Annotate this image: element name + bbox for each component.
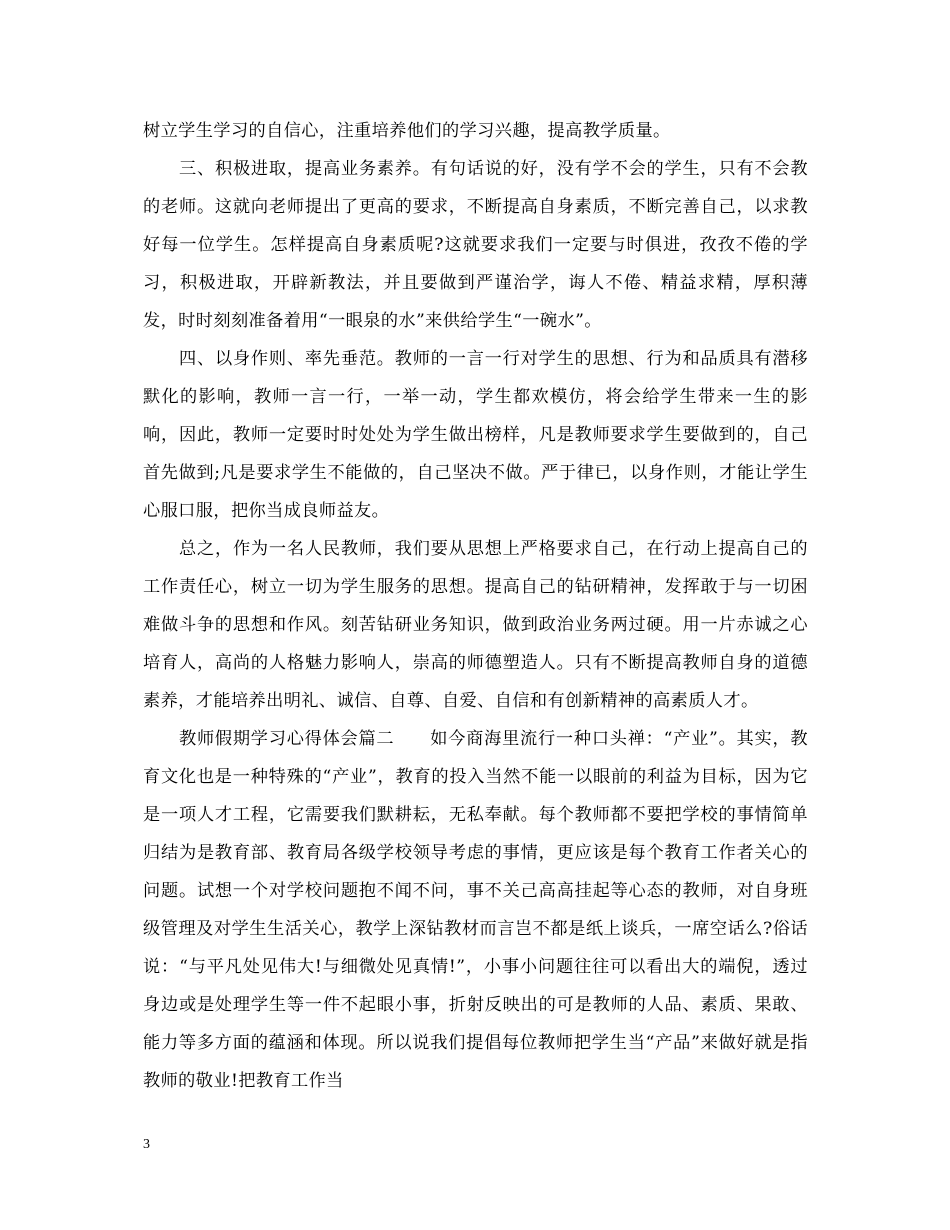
paragraph-professional-quality: 三、积极进取，提高业务素养。有句话说的好，没有学不会的学生，只有不会教的老师。这就向老师提出了更高的要求，不断提高自身素质，不断完善自己，以求教好每一位学生。怎样提高自身素质呢?这就要求我们一定要与时俱进，孜孜不倦的学习，积极进取，开辟新教法，并且要做到严谨治学，诲人不倦、精益求精，厚积薄发，时时刻刻准备着用“一眼泉的水”来供给学生“一碗水”。 bbox=[143, 159, 808, 331]
page-number: 3 bbox=[143, 1137, 150, 1152]
paragraph-conclusion: 总之，作为一名人民教师，我们要从思想上严格要求自己，在行动上提高自己的工作责任心，树立一切为学生服务的思想。提高自己的钻研精神，发挥敢于与一切困难做斗争的思想和作风。刻苦钻研业务知识，做到政治业务两过硬。用一片赤诚之心培育人，高尚的人格魅力影响人，崇高的师德塑造人。只有不断提高教师自身的道德素养，才能培养出明礼、诚信、自尊、自爱、自信和有创新精神的高素质人才。 bbox=[143, 539, 808, 711]
paragraph-continuation: 树立学生学习的自信心，注重培养他们的学习兴趣，提高教学质量。 bbox=[143, 121, 671, 141]
paragraph-article-two: 教师假期学习心得体会篇二 如今商海里流行一种口头禅：“产业”。其实，教育文化也是一种特殊的“产业”，教育的投入当然不能一以眼前的利益为目标，因为它是一项人才工程，它需要我们默耕耘，无私奉献。每个教师都不要把学校的事情简单归结为是教育部、教育局各级学校领导考虑的事情，更应该是每个教育工作者关心的问题。试想一个对学校问题抱不闻不问，事不关己高高挂起等心态的教师，对自身班级管理及对学生生活关心，教学上深钻教材而言岂不都是纸上谈兵，一席空话么?俗话说：“与平凡处见伟大!与细微处见真情!”，小事小问题往往可以看出大的端倪，透过身边或是处理学生等一件不起眼小事，折射反映出的可是教师的人品、素质、果敢、能力等多方面的蕴涵和体现。所以说我们提倡每位教师把学生当“产品”来做好就是指教师的敬业!把教育工作当 bbox=[143, 729, 808, 1091]
body-text bbox=[143, 112, 808, 1100]
paragraph-lead-by-example: 四、以身作则、率先垂范。教师的一言一行对学生的思想、行为和品质具有潜移默化的影响，教师一言一行，一举一动，学生都欢模仿，将会给学生带来一生的影响，因此，教师一定要时时处处为学生做出榜样，凡是教师要求学生要做到的，自己首先做到;凡是要求学生不能做的，自己坚决不做。严于律已，以身作则，才能让学生心服口服，把你当成良师益友。 bbox=[143, 349, 808, 521]
